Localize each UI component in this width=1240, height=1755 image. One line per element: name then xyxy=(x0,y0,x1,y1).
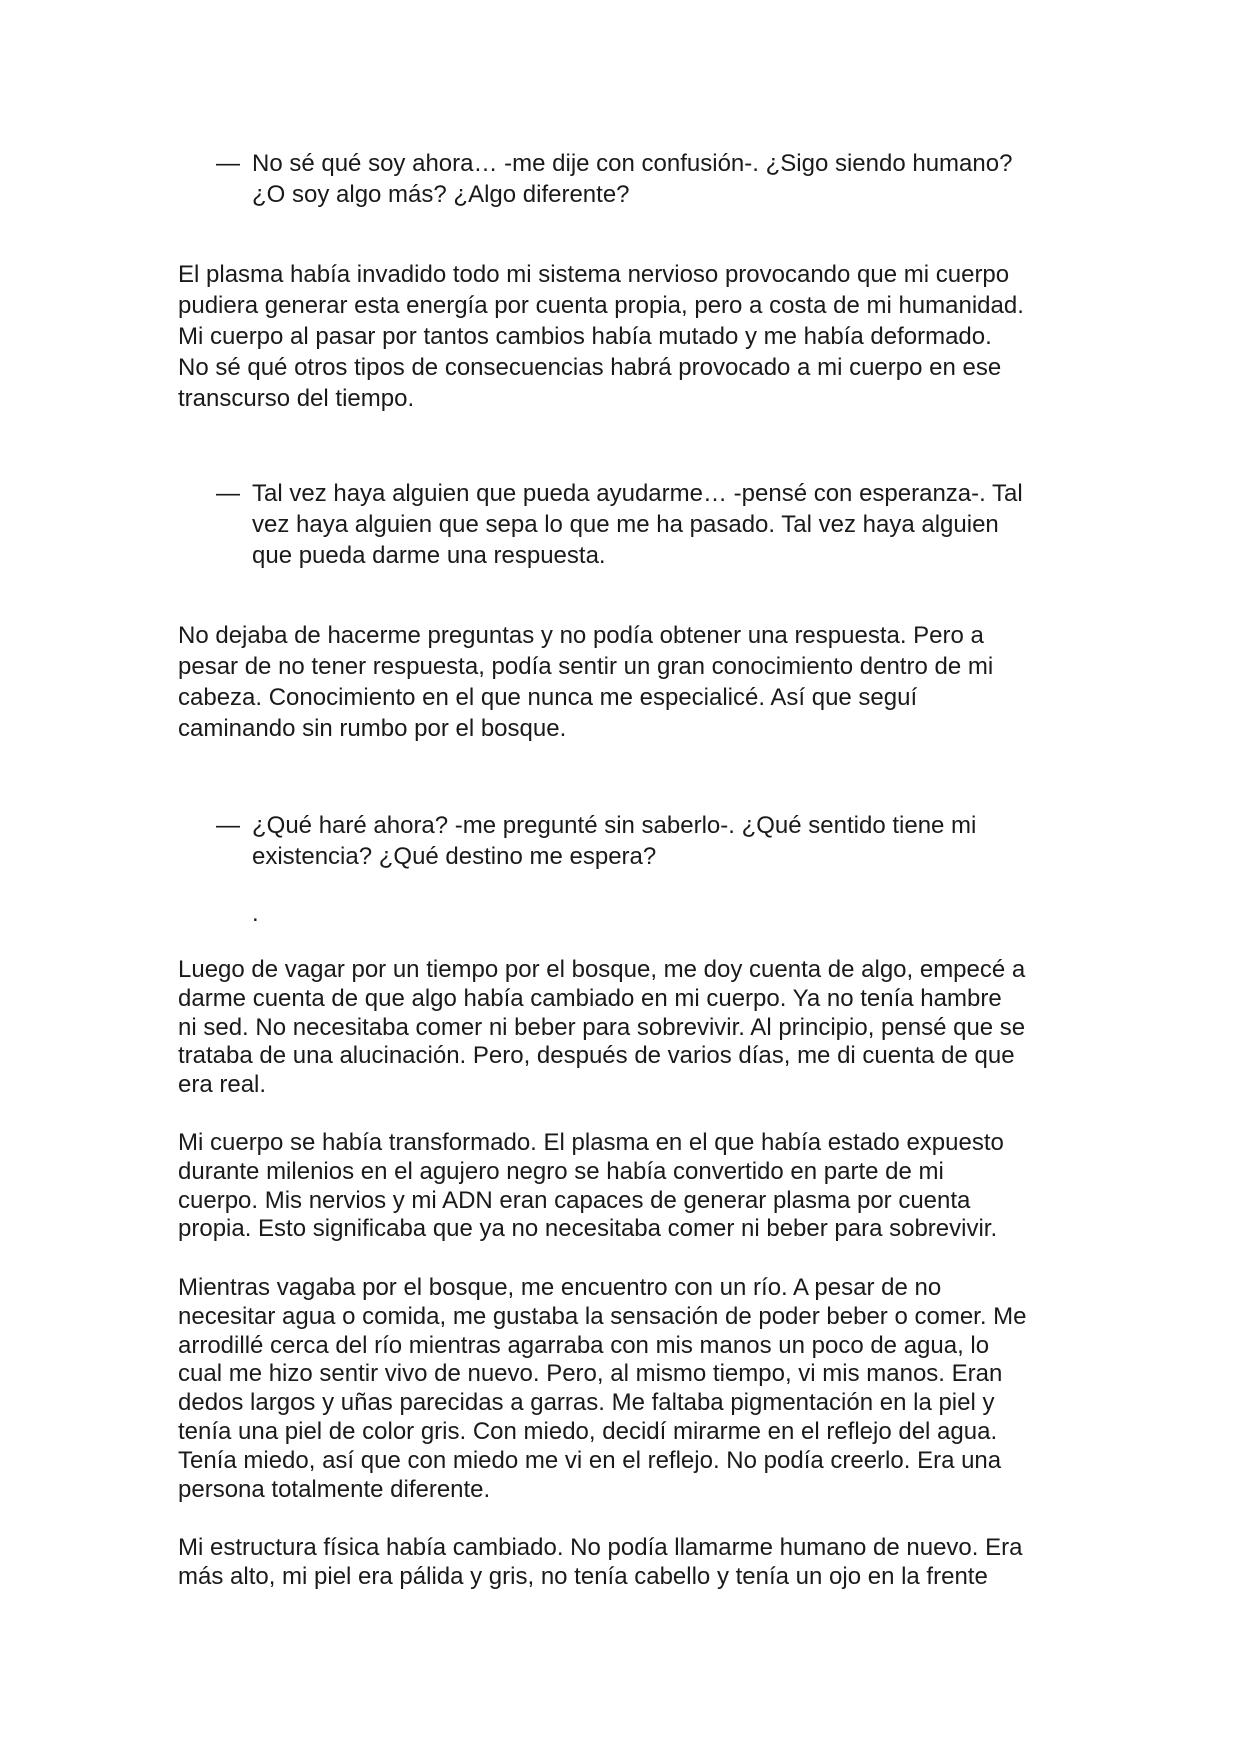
dialogue-3-text: ¿Qué haré ahora? -me pregunté sin saberlo-. ¿Qué sentido tiene mi existencia? ¿Qué destino me espera? xyxy=(252,812,977,870)
dialogue-1-text: No sé qué soy ahora… -me dije con confusión-. ¿Sigo siendo humano? ¿O soy algo más? ¿Algo diferente? xyxy=(252,150,1013,208)
dialogue-dash: — xyxy=(216,480,240,507)
stray-dot: . xyxy=(252,900,259,927)
paragraph-4: Mi cuerpo se había transformado. El plasma en el que había estado expuesto durante milenios en el agujero negro se había convertido en parte de mi cuerpo. Mis nervios y mi ADN eran capaces de generar plasma por cuenta propia. Esto significaba que ya no necesitaba comer ni beber para sobrevivir. xyxy=(178,1129,1004,1243)
dialogue-dash: — xyxy=(216,812,240,839)
paragraph-2: No dejaba de hacerme preguntas y no podía obtener una respuesta. Pero a pesar de no tener respuesta, podía sentir un gran conocimiento dentro de mi cabeza. Conocimiento en el que nunca me especialicé. Así que seguí caminando sin rumbo por el bosque. xyxy=(178,622,994,742)
dialogue-2-text: Tal vez haya alguien que pueda ayudarme… -pensé con esperanza-. Tal vez haya alguien que sepa lo que me ha pasado. Tal vez haya alguien que pueda darme una respuesta. xyxy=(252,480,1023,569)
paragraph-3: Luego de vagar por un tiempo por el bosque, me doy cuenta de algo, empecé a darme cuenta de que algo había cambiado en mi cuerpo. Ya no tenía hambre ni sed. No necesitaba comer ni beber para sobrevivir. Al principio, pensé que se trataba de una alucinación. Pero, después de varios días, me di cuenta de que era real. xyxy=(178,956,1026,1099)
dialogue-dash: — xyxy=(216,150,240,177)
paragraph-1: El plasma había invadido todo mi sistema nervioso provocando que mi cuerpo pudiera generar esta energía por cuenta propia, pero a costa de mi humanidad. Mi cuerpo al pasar por tantos cambios había mutado y me había deformado. No sé qué otros tipos de consecuencias habrá provocado a mi cuerpo en ese transcurso del tiempo. xyxy=(178,261,1024,412)
paragraph-6: Mi estructura física había cambiado. No podía llamarme humano de nuevo. Era más alto, mi piel era pálida y gris, no tenía cabello y tenía un ojo en la frente xyxy=(178,1534,1023,1590)
paragraph-5: Mientras vagaba por el bosque, me encuentro con un río. A pesar de no necesitar agua o comida, me gustaba la sensación de poder beber o comer. Me arrodillé cerca del río mientras agarraba con mis manos un poco de agua, lo cual me hizo sentir vivo de nuevo. Pero, al mismo tiempo, vi mis manos. Eran dedos largos y uñas parecidas a garras. Me faltaba pigmentación en la piel y tenía una piel de color gris. Con miedo, decidí mirarme en el reflejo del agua. Tenía miedo, así que con miedo me vi en el reflejo. No podía creerlo. Era una persona totalmente diferente. xyxy=(178,1274,1027,1503)
